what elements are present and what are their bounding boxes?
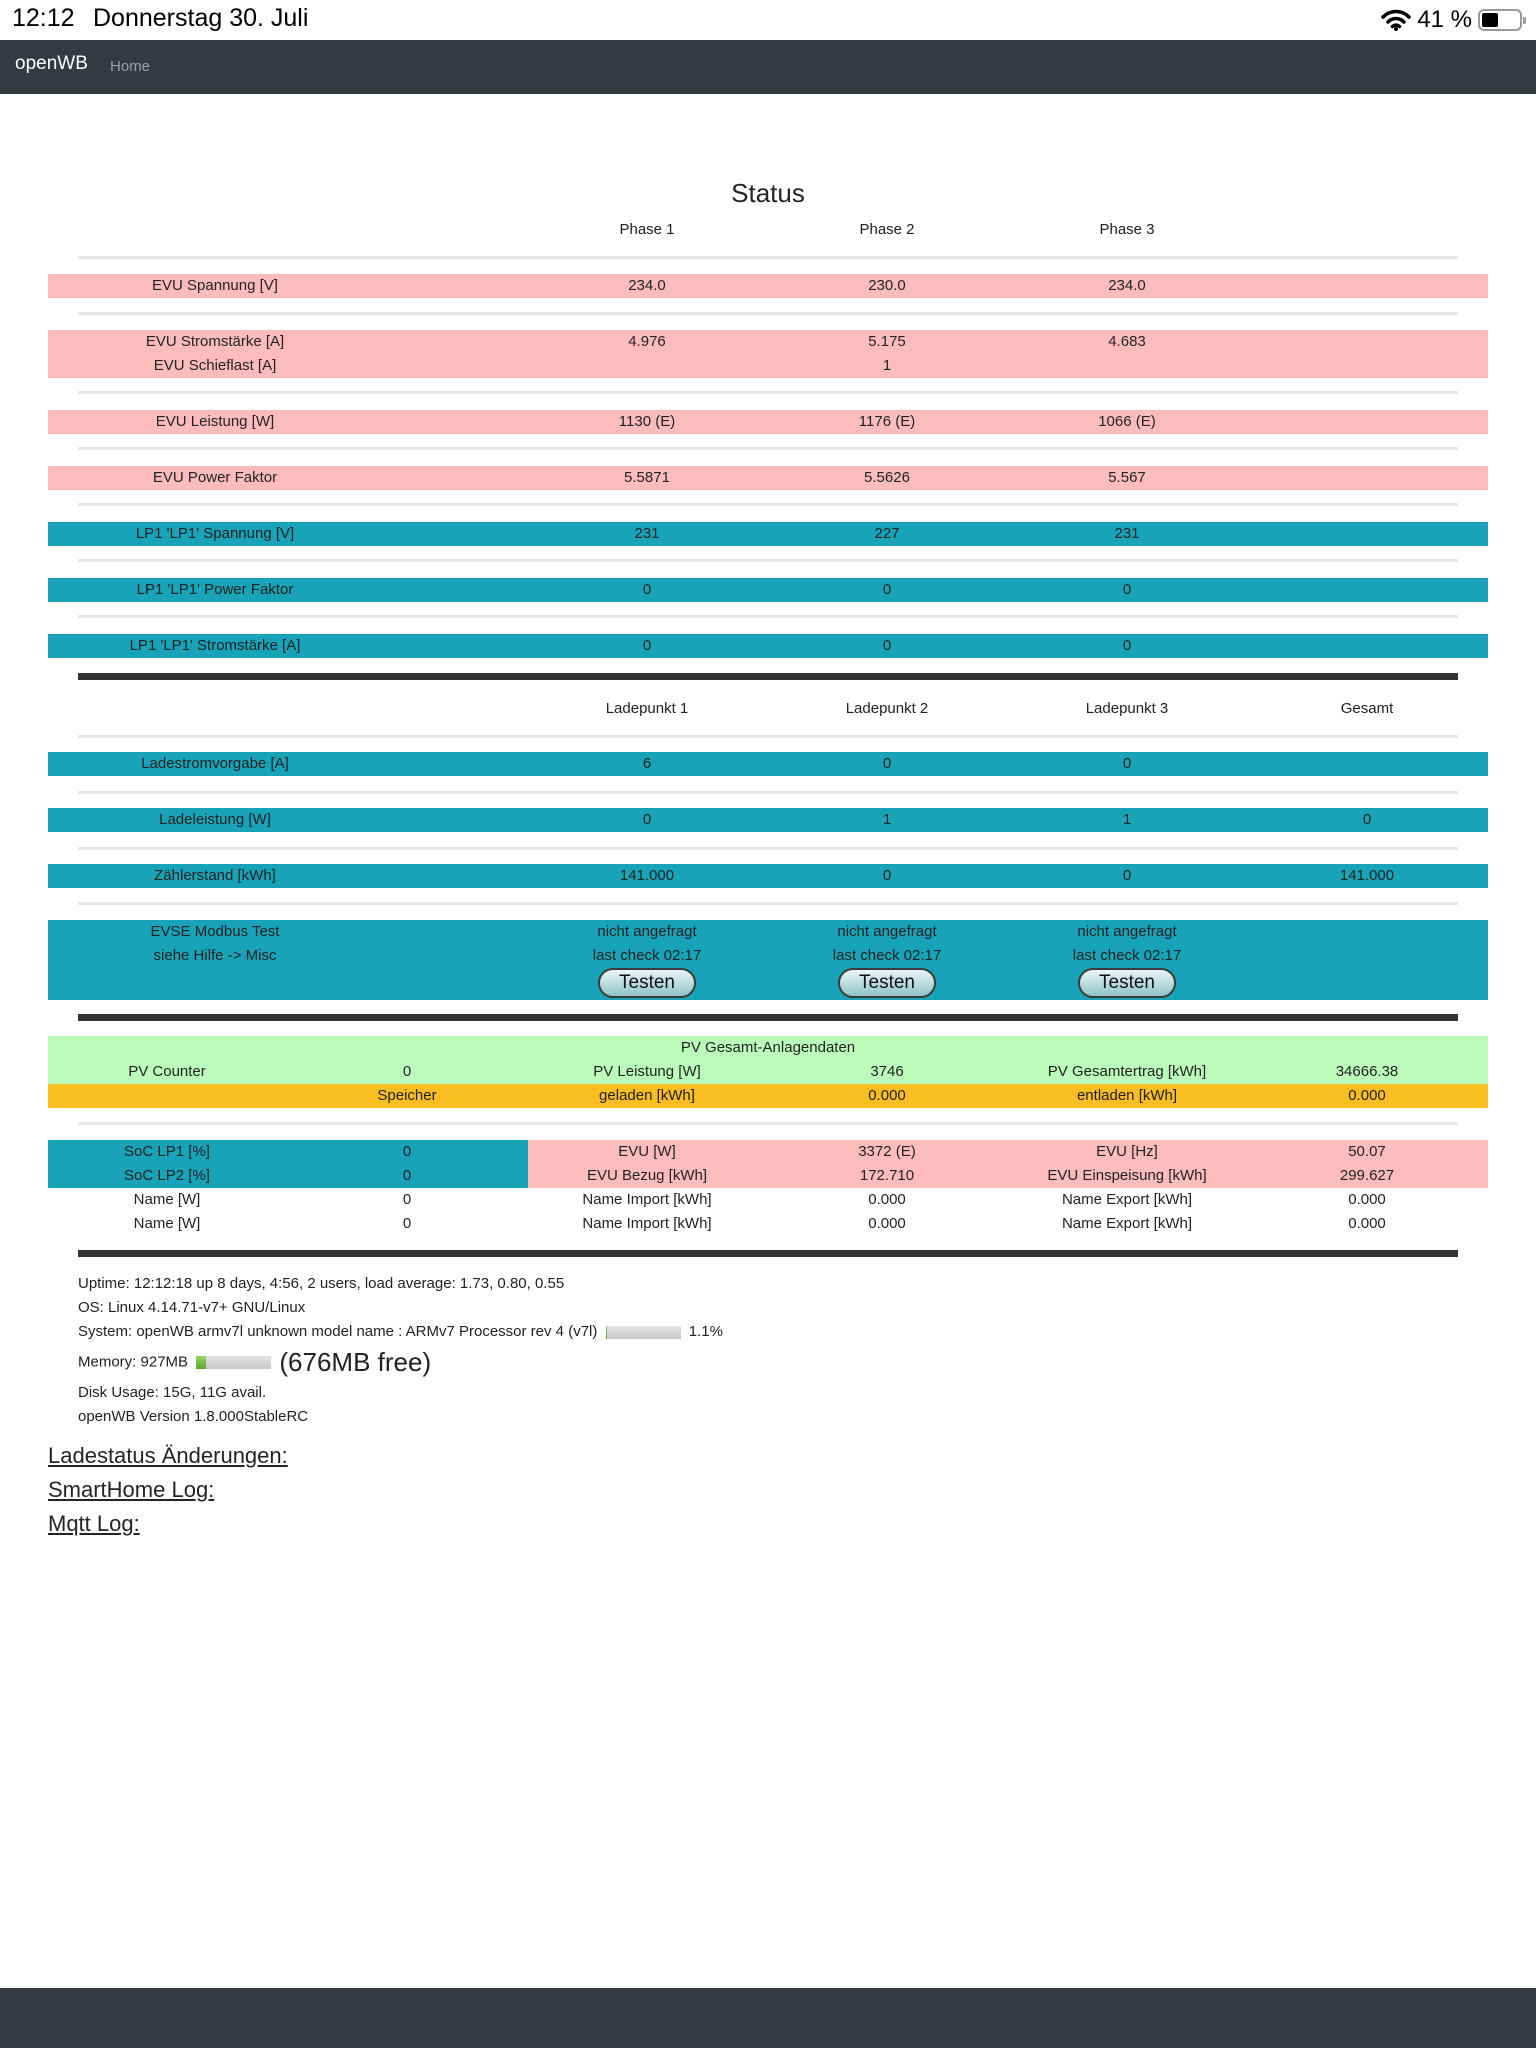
nav-home-link[interactable]: Home bbox=[110, 58, 151, 75]
pv-leistung-label: PV Leistung [W] bbox=[593, 1063, 701, 1080]
value-phase-2: 1176 (E) bbox=[858, 413, 916, 430]
value-phase-2: 0 bbox=[882, 581, 892, 598]
value-phase-1: 231 bbox=[634, 525, 660, 542]
section-divider bbox=[78, 1014, 1458, 1021]
name-import-label: Name Import [kWh] bbox=[582, 1191, 712, 1208]
value-lp3: 0 bbox=[1122, 867, 1132, 884]
name-export-label: Name Export [kWh] bbox=[1061, 1191, 1193, 1208]
divider bbox=[78, 615, 1458, 618]
memory-line bbox=[78, 1347, 431, 1378]
version-info: openWB Version 1.8.000StableRC bbox=[78, 1408, 309, 1425]
value-phase-2: 5.5626 bbox=[864, 469, 910, 486]
value-phase-2: 227 bbox=[874, 525, 900, 542]
testen-button-lp3[interactable]: Testen bbox=[1078, 968, 1176, 998]
row-zaehlerstand bbox=[48, 864, 1488, 888]
value-phase-1: 5.5871 bbox=[624, 469, 670, 486]
evse-label: EVSE Modbus Test bbox=[150, 923, 280, 940]
memory-bar bbox=[196, 1356, 271, 1369]
uptime: Uptime: 12:12:18 up 8 days, 4:56, 2 users, load average: 1.73, 0.80, 0.55 bbox=[78, 1275, 565, 1292]
divider bbox=[78, 791, 1458, 794]
row-evu-power-faktor bbox=[48, 466, 1488, 490]
name-import-value: 0.000 bbox=[868, 1191, 906, 1208]
row-label: LP1 'LP1' Power Faktor bbox=[136, 581, 294, 598]
value-lp3: 1 bbox=[1122, 811, 1132, 828]
lp-table-header bbox=[48, 697, 1488, 721]
name-import-label: Name Import [kWh] bbox=[582, 1215, 712, 1232]
evse-last-check-lp3: last check 02:17 bbox=[1072, 947, 1182, 964]
value-phase-1: 4.976 bbox=[628, 333, 666, 350]
divider bbox=[78, 312, 1458, 315]
row-label: EVU Spannung [V] bbox=[152, 277, 278, 294]
value-lp1: 0 bbox=[642, 811, 652, 828]
speicher-geladen-value: 0.000 bbox=[868, 1087, 906, 1104]
value-phase-1: 0 bbox=[642, 637, 652, 654]
evu-hz-label: EVU [Hz] bbox=[1096, 1143, 1158, 1160]
value-phase-3: 231 bbox=[1114, 525, 1140, 542]
divider bbox=[78, 503, 1458, 506]
value-phase-2: 5.175 bbox=[868, 333, 906, 350]
disk-usage: Disk Usage: 15G, 11G avail. bbox=[78, 1384, 267, 1401]
section-divider bbox=[78, 1250, 1458, 1257]
os-info: OS: Linux 4.14.71-v7+ GNU/Linux bbox=[78, 1299, 306, 1316]
pv-section bbox=[48, 1036, 1488, 1084]
header-ladepunkt-2: Ladepunkt 2 bbox=[845, 700, 929, 717]
phase-table-header bbox=[48, 218, 1488, 242]
name-export-value: 0.000 bbox=[1348, 1191, 1386, 1208]
value-phase-1: 234.0 bbox=[628, 277, 666, 294]
row-evu-stromstaerke bbox=[48, 330, 1488, 378]
value-phase-2: 0 bbox=[882, 637, 892, 654]
testen-button-lp1[interactable]: Testen bbox=[598, 968, 696, 998]
mqtt-log-link[interactable]: Mqtt Log: bbox=[48, 1511, 140, 1536]
battery-icon bbox=[1478, 9, 1522, 31]
divider bbox=[78, 1122, 1458, 1125]
status-icons bbox=[1381, 6, 1522, 34]
divider bbox=[78, 902, 1458, 905]
header-gesamt: Gesamt bbox=[1340, 700, 1394, 717]
value-phase-1: 1130 (E) bbox=[618, 413, 676, 430]
row-lp1-power-faktor bbox=[48, 578, 1488, 602]
cpu-load-bar bbox=[606, 1326, 681, 1339]
row-label: LP1 'LP1' Spannung [V] bbox=[135, 525, 295, 542]
divider bbox=[78, 256, 1458, 259]
row-lp1-stromstaerke bbox=[48, 634, 1488, 658]
header-phase-3: Phase 3 bbox=[1099, 221, 1155, 238]
value-lp1: 141.000 bbox=[619, 867, 675, 884]
evu-einspeisung-value: 299.627 bbox=[1339, 1167, 1395, 1184]
evu-w-label: EVU [W] bbox=[618, 1143, 676, 1160]
evse-last-check-lp2: last check 02:17 bbox=[832, 947, 942, 964]
header-phase-2: Phase 2 bbox=[859, 221, 915, 238]
row-ladeleistung bbox=[48, 808, 1488, 832]
pv-counter-value: 0 bbox=[402, 1063, 412, 1080]
row-label: EVU Leistung [W] bbox=[155, 413, 275, 430]
evse-last-check-lp1: last check 02:17 bbox=[592, 947, 702, 964]
divider bbox=[78, 447, 1458, 450]
evse-status-lp3: nicht angefragt bbox=[1077, 923, 1177, 940]
name-w-value: 0 bbox=[402, 1191, 412, 1208]
pv-title: PV Gesamt-Anlagendaten bbox=[680, 1039, 856, 1056]
page-title: Status bbox=[731, 178, 805, 208]
evu-w-value: 3372 (E) bbox=[858, 1143, 916, 1160]
clock: 12:12 bbox=[12, 4, 75, 32]
evse-help-label: siehe Hilfe -> Misc bbox=[153, 947, 277, 964]
soc-lp2-label: SoC LP2 [%] bbox=[124, 1167, 210, 1184]
row-ladestromvorgabe bbox=[48, 752, 1488, 776]
value-phase-3: 5.567 bbox=[1108, 469, 1146, 486]
cpu-percent: 1.1% bbox=[688, 1323, 723, 1340]
value-phase-3: 0 bbox=[1122, 581, 1132, 598]
memory-free: (676MB free) bbox=[279, 1347, 432, 1377]
header-phase-1: Phase 1 bbox=[619, 221, 675, 238]
section-divider bbox=[78, 673, 1458, 680]
value-phase-3: 234.0 bbox=[1108, 277, 1146, 294]
schieflast-value: 1 bbox=[882, 357, 892, 374]
system-info-line bbox=[78, 1323, 723, 1340]
soc-lp1-label: SoC LP1 [%] bbox=[124, 1143, 210, 1160]
ios-status-bar bbox=[0, 0, 1536, 40]
soc-lp1-value: 0 bbox=[402, 1143, 412, 1160]
battery-percent: 41 % bbox=[1417, 6, 1472, 33]
value-phase-1: 0 bbox=[642, 581, 652, 598]
row-evu-spannung bbox=[48, 274, 1488, 298]
evu-bezug-value: 172.710 bbox=[859, 1167, 915, 1184]
date: Donnerstag 30. Juli bbox=[93, 4, 309, 32]
footer bbox=[0, 1988, 1536, 2048]
memory-fill bbox=[196, 1356, 206, 1369]
name-export-value: 0.000 bbox=[1348, 1215, 1386, 1232]
divider bbox=[78, 847, 1458, 850]
evu-hz-value: 50.07 bbox=[1348, 1143, 1386, 1160]
divider bbox=[78, 559, 1458, 562]
row-evu-leistung bbox=[48, 410, 1488, 434]
pv-ertrag-value: 34666.38 bbox=[1335, 1063, 1399, 1080]
evse-status-lp1: nicht angefragt bbox=[597, 923, 697, 940]
row-evse-modbus-test bbox=[48, 920, 1488, 1000]
soc-lp2-value: 0 bbox=[402, 1167, 412, 1184]
row-label: EVU Stromstärke [A] bbox=[145, 333, 285, 350]
divider bbox=[78, 391, 1458, 394]
value-phase-3: 1066 (E) bbox=[1098, 413, 1156, 430]
cpu-load-fill bbox=[606, 1326, 608, 1339]
speicher-entladen-value: 0.000 bbox=[1348, 1087, 1386, 1104]
value-phase-2: 230.0 bbox=[868, 277, 906, 294]
name-w-value: 0 bbox=[402, 1215, 412, 1232]
value-lp2: 0 bbox=[882, 755, 892, 772]
row-lp1-spannung bbox=[48, 522, 1488, 546]
value-lp1: 6 bbox=[642, 755, 652, 772]
row-label: Ladestromvorgabe [A] bbox=[141, 755, 289, 772]
speicher-entladen-label: entladen [kWh] bbox=[1076, 1087, 1178, 1104]
name-export-label: Name Export [kWh] bbox=[1061, 1215, 1193, 1232]
evse-status-lp2: nicht angefragt bbox=[837, 923, 937, 940]
evu-bezug-label: EVU Bezug [kWh] bbox=[586, 1167, 708, 1184]
value-lp2: 1 bbox=[882, 811, 892, 828]
row-label: Zählerstand [kWh] bbox=[154, 867, 276, 884]
evu-einspeisung-label: EVU Einspeisung [kWh] bbox=[1047, 1167, 1207, 1184]
row-label: LP1 'LP1' Stromstärke [A] bbox=[129, 637, 301, 654]
testen-button-lp2[interactable]: Testen bbox=[838, 968, 936, 998]
system-info: System: openWB armv7l unknown model name : ARMv7 Processor rev 4 (v7l) bbox=[78, 1323, 598, 1340]
row-label: EVU Power Faktor bbox=[152, 469, 278, 486]
navbar bbox=[0, 40, 1536, 94]
name-w-label: Name [W] bbox=[133, 1215, 201, 1232]
value-phase-3: 4.683 bbox=[1108, 333, 1146, 350]
value-phase-3: 0 bbox=[1122, 637, 1132, 654]
value-gesamt: 0 bbox=[1362, 811, 1372, 828]
pv-counter-label: PV Counter bbox=[128, 1063, 206, 1080]
wifi-icon bbox=[1381, 9, 1411, 31]
divider bbox=[78, 735, 1458, 738]
speicher-label: Speicher bbox=[377, 1087, 437, 1104]
schieflast-label: EVU Schieflast [A] bbox=[153, 357, 277, 374]
memory-total: Memory: 927MB bbox=[78, 1353, 189, 1371]
soc-evu-section bbox=[48, 1140, 1488, 1236]
brand-logo[interactable]: openWB bbox=[15, 53, 88, 74]
name-import-value: 0.000 bbox=[868, 1215, 906, 1232]
speicher-geladen-label: geladen [kWh] bbox=[599, 1087, 695, 1104]
value-lp3: 0 bbox=[1122, 755, 1132, 772]
header-ladepunkt-3: Ladepunkt 3 bbox=[1085, 700, 1169, 717]
value-gesamt: 141.000 bbox=[1339, 867, 1395, 884]
ladestatus-log-link[interactable]: Ladestatus Änderungen: bbox=[48, 1443, 288, 1468]
pv-leistung-value: 3746 bbox=[870, 1063, 904, 1080]
smarthome-log-link[interactable]: SmartHome Log: bbox=[48, 1477, 215, 1502]
speicher-row bbox=[48, 1084, 1488, 1108]
name-w-label: Name [W] bbox=[133, 1191, 201, 1208]
header-ladepunkt-1: Ladepunkt 1 bbox=[605, 700, 689, 717]
pv-ertrag-label: PV Gesamtertrag [kWh] bbox=[1047, 1063, 1207, 1080]
value-lp2: 0 bbox=[882, 867, 892, 884]
row-label: Ladeleistung [W] bbox=[159, 811, 271, 828]
